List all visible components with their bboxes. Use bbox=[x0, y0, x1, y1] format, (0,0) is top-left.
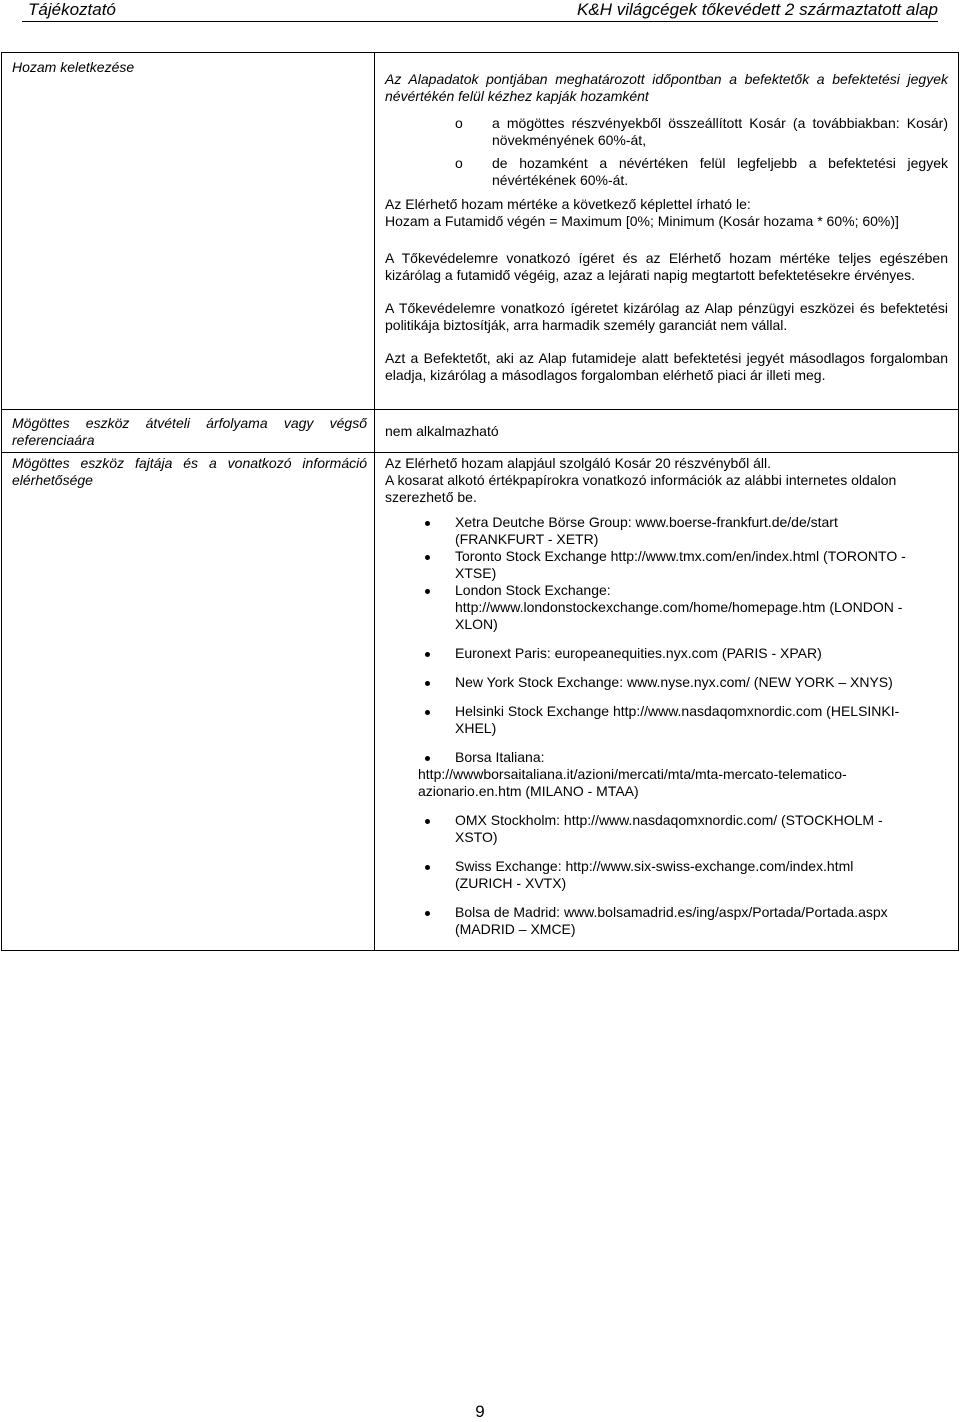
header-left: Tájékoztató bbox=[28, 0, 116, 19]
exchange-item: Helsinki Stock Exchange http://www.nasdaqomxnordic.com (HELSINKI- XHEL) bbox=[385, 703, 948, 737]
exchange-item: Bolsa de Madrid: www.bolsamadrid.es/ing/aspx/Portada/Portada.aspx (MADRID – XMCE) bbox=[385, 904, 948, 938]
bullet-icon bbox=[425, 652, 430, 657]
yield-options bbox=[385, 115, 948, 189]
row-content-cell bbox=[375, 53, 959, 410]
exchange-item: Toronto Stock Exchange http://www.tmx.com/en/index.html (TORONTO - XTSE) bbox=[385, 548, 948, 582]
bullet-icon bbox=[425, 589, 430, 594]
bullet-icon bbox=[425, 555, 430, 560]
row-label: Hozam keletkezése bbox=[12, 59, 135, 75]
header-divider bbox=[22, 21, 938, 22]
asset-line-1: Az Elérhető hozam alapjául szolgáló Kosár 20 részvényből áll. bbox=[385, 455, 771, 471]
exchange-list bbox=[385, 514, 948, 938]
bullet-icon bbox=[425, 521, 430, 526]
row-label-cell bbox=[2, 53, 375, 410]
page-number: 9 bbox=[475, 1402, 485, 1421]
list-item: o de hozamként a névértéken felül legfeljebb a befektetési jegyek névértékének 60%-át. bbox=[455, 155, 948, 188]
formula-intro: Az Elérhető hozam mértéke a következő képlettel írható le: bbox=[385, 196, 751, 212]
row-value: nem alkalmazható bbox=[385, 423, 499, 439]
header-right: K&H világcégek tőkevédett 2 származtatott alap bbox=[577, 0, 938, 19]
exchange-item: Swiss Exchange: http://www.six-swiss-exchange.com/index.html (ZURICH - XVTX) bbox=[385, 858, 948, 892]
bullet-icon bbox=[425, 756, 430, 761]
bullet-icon bbox=[425, 911, 430, 916]
paragraph: Azt a Befektetőt, aki az Alap futamideje alatt befektetési jegyét másodlagos forgalomban eladja, kizárólag a másodlagos forgalomban elérhető piaci ár illeti meg. bbox=[385, 350, 948, 383]
row-label: Mögöttes eszköz átvételi árfolyama vagy végső referenciaára bbox=[12, 415, 367, 448]
row-label-cell bbox=[2, 453, 375, 951]
exchange-item: Borsa Italiana: http://wwwborsaitaliana.it/azioni/mercati/mta/mta-mercato-telematico- azionario.en.htm (MILANO - MTAA) bbox=[418, 749, 847, 799]
row-label: Mögöttes eszköz fajtája és a vonatkozó információ elérhetősége bbox=[12, 455, 367, 488]
row-asset-info bbox=[2, 453, 959, 951]
row-label-cell bbox=[2, 410, 375, 453]
exchange-item: New York Stock Exchange: www.nyse.nyx.com/ (NEW YORK – XNYS) bbox=[385, 674, 948, 691]
paragraph: A Tőkevédelemre vonatkozó ígéret és az Elérhető hozam mértéke teljes egészében kizárólag a futamidő végéig, azaz a lejárati napig megtartott befektetésekre érvényes. bbox=[385, 250, 948, 283]
list-item: o a mögöttes részvényekből összeállított Kosár (a továbbiakban: Kosár) növekményének 60%-át, bbox=[455, 115, 948, 148]
asset-line-2: A kosarat alkotó értékpapírokra vonatkozó információk az alábbi internetes oldalon szerezhető be. bbox=[385, 472, 897, 505]
info-table bbox=[1, 52, 959, 951]
exchange-item: Euronext Paris: europeanequities.nyx.com (PARIS - XPAR) bbox=[385, 645, 948, 662]
bullet-icon bbox=[425, 819, 430, 824]
bullet-icon bbox=[425, 865, 430, 870]
row-yield-origin bbox=[2, 53, 959, 410]
paragraph: A Tőkevédelemre vonatkozó ígéretet kizárólag az Alap pénzügyi eszközei és befektetési politikája biztosítják, arra harmadik személy garanciát nem vállal. bbox=[385, 300, 948, 333]
bullet-icon bbox=[425, 710, 430, 715]
row-content-cell bbox=[375, 410, 959, 453]
yield-intro: Az Alapadatok pontjában meghatározott időpontban a befektetők a befektetési jegyek névértékén felül kézhez kapják hozamként bbox=[385, 71, 948, 104]
formula: Hozam a Futamidő végén = Maximum [0%; Minimum (Kosár hozama * 60%; 60%)] bbox=[385, 213, 899, 229]
row-content-cell bbox=[375, 453, 959, 951]
exchange-item: OMX Stockholm: http://www.nasdaqomxnordic.com/ (STOCKHOLM - XSTO) bbox=[385, 812, 948, 846]
row-reference-price bbox=[2, 410, 959, 453]
bullet-icon bbox=[425, 681, 430, 686]
exchange-item: London Stock Exchange: http://www.londonstockexchange.com/home/homepage.htm (LONDON - XLON) bbox=[385, 582, 948, 633]
exchange-item: Xetra Deutche Börse Group: www.boerse-frankfurt.de/de/start (FRANKFURT - XETR) bbox=[385, 514, 948, 548]
